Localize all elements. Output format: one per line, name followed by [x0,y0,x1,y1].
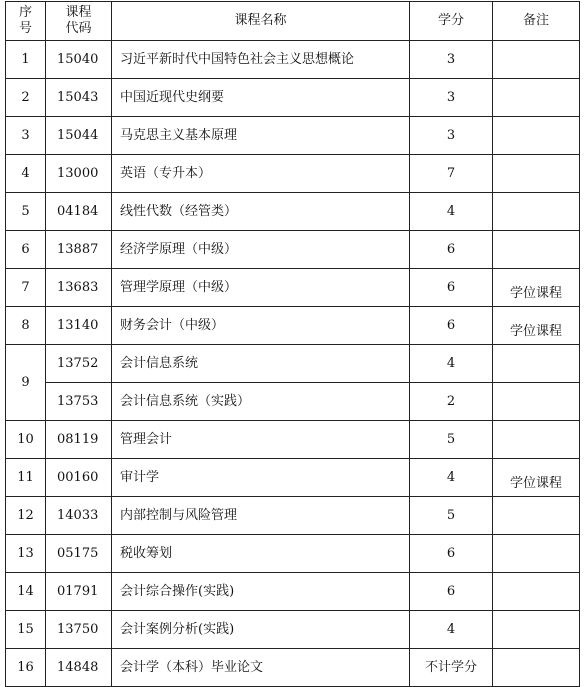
table-row [6,231,580,269]
header-code [46,2,112,41]
row-credit: 3 [410,41,493,79]
table-row [6,573,580,611]
table-row [6,117,580,155]
row-code: 13750 [46,611,112,649]
row-no: 2 [6,79,46,117]
row-code: 04184 [46,193,112,231]
row-code: 14033 [46,497,112,535]
header-note: 备注 [493,2,580,41]
row-note [493,383,580,421]
row-name: 税收筹划 [112,535,410,573]
row-credit: 7 [410,155,493,193]
row-code: 13887 [46,231,112,269]
header-no-line2: 号 [18,21,32,36]
header-no [6,2,46,41]
header-no-line1: 序 [18,5,32,20]
row-note [493,573,580,611]
row-credit: 5 [410,497,493,535]
row-no: 14 [6,573,46,611]
table-row [6,269,580,307]
table-row [6,611,580,649]
row-note [493,155,580,193]
table-row [6,497,580,535]
row-name: 会计案例分析(实践) [112,611,410,649]
table-row [6,155,580,193]
row-note [493,193,580,231]
row-note [493,345,580,383]
row-credit: 3 [410,79,493,117]
row-code: 05175 [46,535,112,573]
row-note [493,41,580,79]
row-code: 15040 [46,41,112,79]
table-row [6,383,580,421]
row-note-text: 学位课程 [509,323,562,339]
row-note [493,497,580,535]
row-code: 01791 [46,573,112,611]
row-note-text: 学位课程 [509,285,562,301]
row-no: 9 [6,345,46,421]
row-credit: 2 [410,383,493,421]
header-code-line1: 课程 [65,5,92,20]
row-code: 13753 [46,383,112,421]
table-row [6,421,580,459]
row-credit: 6 [410,307,493,345]
table-header-row [6,2,580,41]
row-note [493,649,580,687]
row-credit: 6 [410,231,493,269]
row-credit: 4 [410,345,493,383]
course-table [5,1,580,687]
row-name: 经济学原理（中级） [112,231,410,269]
row-name: 线性代数（经管类） [112,193,410,231]
row-credit: 4 [410,193,493,231]
row-code: 00160 [46,459,112,497]
row-name: 管理会计 [112,421,410,459]
table-row [6,41,580,79]
header-name: 课程名称 [112,2,410,41]
row-name: 会计综合操作(实践) [112,573,410,611]
row-code: 13683 [46,269,112,307]
row-credit: 4 [410,459,493,497]
row-no: 8 [6,307,46,345]
row-no: 7 [6,269,46,307]
row-code: 13140 [46,307,112,345]
row-credit: 6 [410,269,493,307]
row-no: 3 [6,117,46,155]
table-row [6,79,580,117]
table-row [6,459,580,497]
row-name: 马克思主义基本原理 [112,117,410,155]
row-name: 会计学（本科）毕业论文 [112,649,410,687]
row-name: 英语（专升本） [112,155,410,193]
header-code-line2: 代码 [65,21,92,36]
row-note [493,421,580,459]
row-no: 12 [6,497,46,535]
row-code: 15043 [46,79,112,117]
row-name: 中国近现代史纲要 [112,79,410,117]
row-no: 15 [6,611,46,649]
row-note [493,79,580,117]
row-no: 6 [6,231,46,269]
row-no: 5 [6,193,46,231]
row-credit: 6 [410,573,493,611]
row-note-text: 学位课程 [509,475,562,491]
table-row [6,535,580,573]
row-note [493,307,580,345]
row-no: 10 [6,421,46,459]
table-row [6,307,580,345]
row-code: 13752 [46,345,112,383]
row-note [493,117,580,155]
row-name: 习近平新时代中国特色社会主义思想概论 [112,41,410,79]
row-code: 14848 [46,649,112,687]
table-row [6,649,580,687]
row-credit: 不计学分 [410,649,493,687]
row-code: 13000 [46,155,112,193]
row-no: 4 [6,155,46,193]
row-name: 会计信息系统（实践） [112,383,410,421]
row-note [493,459,580,497]
row-no: 16 [6,649,46,687]
row-credit: 3 [410,117,493,155]
row-note [493,611,580,649]
row-name: 管理学原理（中级） [112,269,410,307]
table-row [6,193,580,231]
row-name: 会计信息系统 [112,345,410,383]
row-credit: 4 [410,611,493,649]
row-credit: 6 [410,535,493,573]
table-row [6,345,580,383]
row-code: 15044 [46,117,112,155]
row-credit: 5 [410,421,493,459]
row-note [493,269,580,307]
row-code: 08119 [46,421,112,459]
row-name: 财务会计（中级） [112,307,410,345]
row-note [493,535,580,573]
header-credit: 学分 [410,2,493,41]
row-name: 审计学 [112,459,410,497]
row-no: 13 [6,535,46,573]
row-no: 1 [6,41,46,79]
row-name: 内部控制与风险管理 [112,497,410,535]
row-note [493,231,580,269]
row-no: 11 [6,459,46,497]
